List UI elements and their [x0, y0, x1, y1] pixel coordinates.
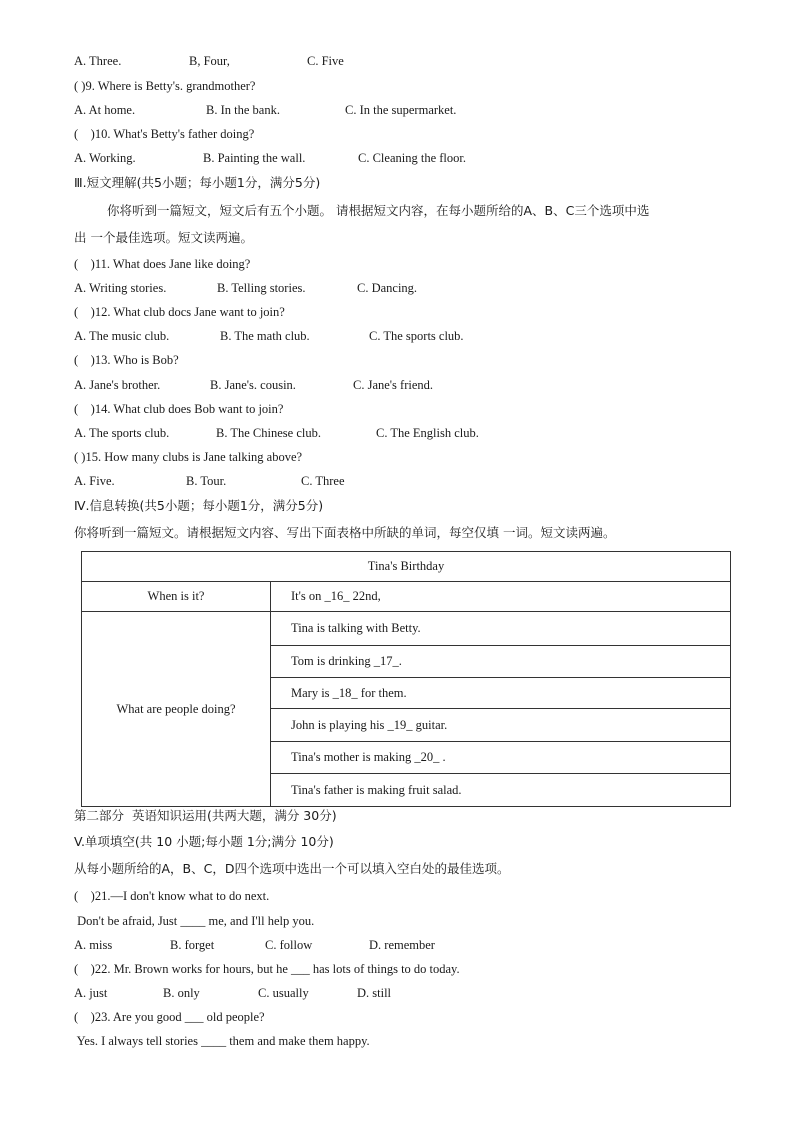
q15-option-b: B. Tour.: [186, 474, 227, 488]
q11-option-c: C. Dancing.: [357, 281, 418, 295]
q12-option-b: B. The math club.: [220, 329, 310, 343]
doing-label-cell: What are people doing?: [82, 612, 271, 807]
table-row: John is playing his _19_ guitar.: [271, 709, 731, 742]
question-22: ( )22. Mr. Brown works for hours, but he ___ has lots of things to do today.: [74, 962, 460, 976]
q8-option-b: B, Four,: [189, 54, 230, 68]
q8-option-c: C. Five: [307, 54, 344, 68]
q13-option-b: B. Jane's. cousin.: [210, 378, 296, 392]
question-23: ( )23. Are you good ___ old people?: [74, 1010, 265, 1024]
question-11: ( )11. What does Jane like doing?: [74, 257, 251, 271]
q9-option-c: C. In the supermarket.: [345, 103, 457, 117]
q9-option-a: A. At home.: [74, 103, 136, 117]
question-13: ( )13. Who is Bob?: [74, 353, 179, 367]
question-21-reply: Don't be afraid, Just ____ me, and I'll help you.: [74, 914, 315, 928]
q21-option-c: C. follow: [265, 938, 313, 952]
section-3-instruction-line1: 你将听到一篇短文，短文后有五个小题。 请根据短文内容，在每小题所给的A、B、C三个选项中选: [107, 203, 650, 218]
q8-option-a: A. Three.: [74, 54, 122, 68]
question-10: ( )10. What's Betty's father doing?: [74, 127, 255, 141]
q15-option-c: C. Three: [301, 474, 345, 488]
part-2-heading: 第二部分 英语知识运用(共两大题，满分 30分): [74, 808, 337, 823]
table-row: Tina's mother is making _20_ .: [271, 742, 731, 774]
q22-option-c: C. usually: [258, 986, 309, 1000]
section-3-instruction-line2: 出 一个最佳选项。短文读两遍。: [74, 230, 253, 245]
q21-option-a: A. miss: [74, 938, 113, 952]
section-4-heading: Ⅳ.信息转换(共5小题；每小题1分，满分5分): [74, 498, 324, 513]
q13-option-a: A. Jane's brother.: [74, 378, 161, 392]
q10-option-a: A. Working.: [74, 151, 136, 165]
q22-option-a: A. just: [74, 986, 108, 1000]
q22-option-b: B. only: [163, 986, 200, 1000]
q21-option-b: B. forget: [170, 938, 215, 952]
question-9: ( )9. Where is Betty's. grandmother?: [74, 79, 256, 93]
q13-option-c: C. Jane's friend.: [353, 378, 434, 392]
section-4-instruction: 你将听到一篇短文。请根据短文内容、写出下面表格中所缺的单词，每空仅填 一词。短文读两遍。: [74, 525, 616, 540]
when-label-cell: When is it?: [82, 582, 271, 612]
question-15: ( )15. How many clubs is Jane talking above?: [74, 450, 303, 464]
table-row: Mary is _18_ for them.: [271, 678, 731, 709]
question-12: ( )12. What club docs Jane want to join?: [74, 305, 285, 319]
section-5-instruction: 从每小题所给的A，B、C，D四个选项中选出一个可以填入空白处的最佳选项。: [74, 861, 510, 876]
table-row: Tom is drinking _17_.: [271, 646, 731, 678]
question-21: ( )21.—I don't know what to do next.: [74, 889, 270, 903]
section-3-heading: Ⅲ.短文理解(共5小题；每小题1分，满分5分): [74, 175, 321, 190]
q11-option-a: A. Writing stories.: [74, 281, 167, 295]
table-row: Tina is talking with Betty.: [271, 612, 731, 646]
when-value-cell: It's on _16_ 22nd,: [271, 582, 731, 612]
q14-option-c: C. The English club.: [376, 426, 479, 440]
q14-option-a: A. The sports club.: [74, 426, 170, 440]
q9-option-b: B. In the bank.: [206, 103, 280, 117]
question-14: ( )14. What club does Bob want to join?: [74, 402, 284, 416]
q14-option-b: B. The Chinese club.: [216, 426, 321, 440]
q22-option-d: D. still: [357, 986, 392, 1000]
section-5-heading: V.单项填空(共 10 小题;每小题 1分;满分 10分): [74, 834, 334, 849]
q12-option-c: C. The sports club.: [369, 329, 464, 343]
birthday-info-table: [81, 551, 731, 807]
q10-option-c: C. Cleaning the floor.: [358, 151, 466, 165]
q11-option-b: B. Telling stories.: [217, 281, 306, 295]
table-row: Tina's father is making fruit salad.: [271, 774, 731, 807]
question-23-reply: Yes. I always tell stories ____ them and make them happy.: [74, 1034, 370, 1048]
q12-option-a: A. The music club.: [74, 329, 170, 343]
table-title: Tina's Birthday: [82, 552, 731, 582]
q15-option-a: A. Five.: [74, 474, 115, 488]
q21-option-d: D. remember: [369, 938, 435, 952]
q10-option-b: B. Painting the wall.: [203, 151, 306, 165]
